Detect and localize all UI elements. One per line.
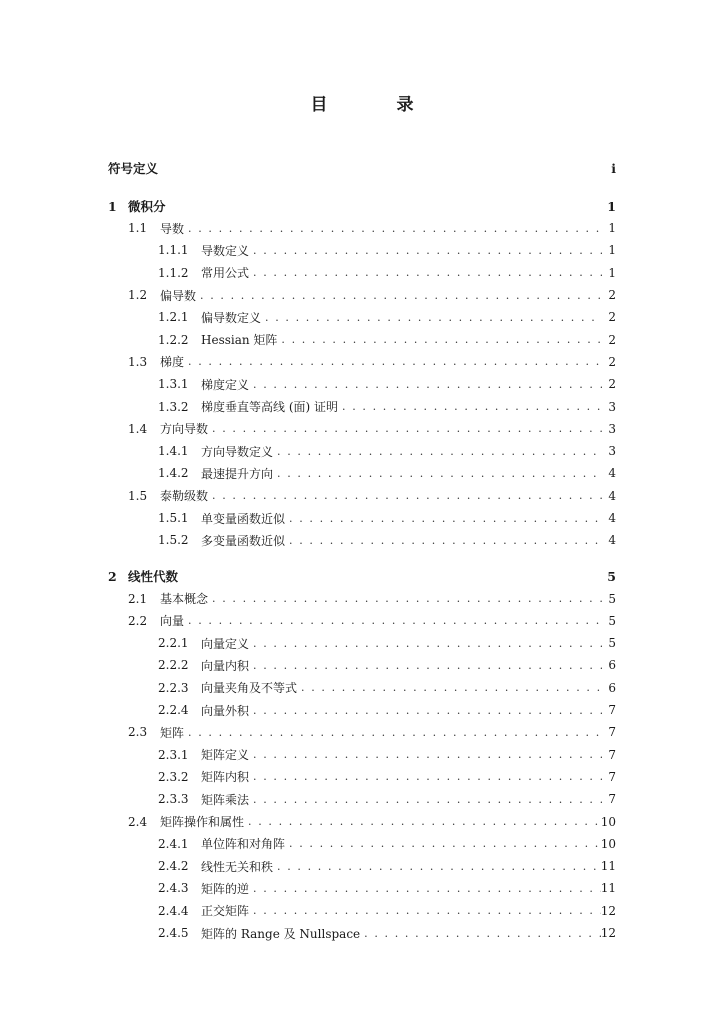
toc-entry-number: 2.3.1 <box>158 747 189 762</box>
toc-entry-label: 梯度垂直等高线 (面) 证明 <box>201 400 338 415</box>
toc-entry-page: 10 <box>600 814 616 829</box>
toc-entry-page: 3 <box>608 399 616 414</box>
toc-dot-leader <box>253 748 602 761</box>
toc-subsection[interactable] <box>108 833 616 855</box>
toc-entry-number: 1.4.2 <box>158 466 189 481</box>
toc-entry-label: 多变量函数近似 <box>201 533 286 548</box>
toc-entry-page: 7 <box>608 792 616 807</box>
toc-dot-leader <box>253 770 602 783</box>
toc-entry-label: 矩阵操作和属性 <box>160 815 245 830</box>
toc-entry-label: 矩阵内积 <box>201 770 250 785</box>
toc-entry-page: 6 <box>608 658 616 673</box>
toc-section[interactable] <box>108 810 616 832</box>
toc-entry-label: 最速提升方向 <box>201 466 274 481</box>
toc-dot-leader <box>188 355 602 368</box>
toc-front-matter[interactable] <box>108 157 616 179</box>
toc-entry-label: 矩阵的逆 <box>201 881 250 896</box>
toc-dot-leader <box>253 244 602 257</box>
toc-section[interactable] <box>108 351 616 373</box>
toc-front-page: i <box>611 160 616 176</box>
toc-entry-number: 2.4 <box>128 814 148 829</box>
toc-section[interactable] <box>108 610 616 632</box>
toc-entry-number: 1.4 <box>128 421 148 436</box>
toc-subsection[interactable] <box>108 462 616 484</box>
toc-subsection[interactable] <box>108 373 616 395</box>
toc-subsection[interactable] <box>108 440 616 462</box>
toc-dot-leader <box>277 860 601 873</box>
toc-entry-label: 向量夹角及不等式 <box>201 681 298 696</box>
toc-entry-page: 5 <box>608 591 616 606</box>
toc-dot-leader <box>212 422 602 435</box>
toc-subsection[interactable] <box>108 744 616 766</box>
toc-entry-label: 梯度定义 <box>201 377 250 392</box>
toc-entry-page: 3 <box>608 421 616 436</box>
toc-dot-leader <box>289 512 602 525</box>
toc-section[interactable] <box>108 721 616 743</box>
toc-front-label: 符号定义 <box>108 161 159 176</box>
toc-dot-leader <box>253 704 602 717</box>
toc-entry-page: 2 <box>608 354 616 369</box>
toc-subsection[interactable] <box>108 395 616 417</box>
toc-entry-number: 2.2.3 <box>158 680 189 695</box>
toc-dot-leader <box>253 266 602 279</box>
toc-entry-label: 向量定义 <box>201 636 250 651</box>
toc-entry-page: 5 <box>608 636 616 651</box>
toc-entry-page: 7 <box>608 769 616 784</box>
toc-dot-leader <box>188 726 602 739</box>
toc-entry-label: 单位阵和对角阵 <box>201 837 286 852</box>
toc-chapter-page: 1 <box>607 198 616 214</box>
toc-entry-number: 1.5.1 <box>158 511 189 525</box>
toc-chapter-label: 微积分 <box>128 199 166 214</box>
toc-subsection[interactable] <box>108 328 616 350</box>
toc-entry-number: 1.5.2 <box>158 533 189 548</box>
toc-subsection[interactable] <box>108 699 616 721</box>
toc-subsection[interactable] <box>108 855 616 877</box>
toc-dot-leader <box>248 815 601 828</box>
toc-entry-number: 2.2 <box>128 613 148 628</box>
toc-entry-label: 向量 <box>160 614 185 629</box>
toc-entry-label: 梯度 <box>160 355 185 370</box>
toc-entry-page: 11 <box>600 881 616 896</box>
toc-section[interactable] <box>108 284 616 306</box>
toc-entry-number: 1.2.1 <box>158 310 189 325</box>
toc-dot-leader <box>289 837 601 850</box>
toc-dot-leader <box>188 222 602 235</box>
toc-entry-label: 基本概念 <box>160 592 209 607</box>
toc-entry-number: 2.3.3 <box>158 792 189 807</box>
toc-entry-number: 1.1.1 <box>158 243 189 258</box>
toc-subsection[interactable] <box>108 262 616 284</box>
toc-entry-label: 偏导数 <box>160 288 197 303</box>
toc-dot-leader <box>281 333 602 346</box>
toc-dot-leader <box>289 534 602 547</box>
toc-subsection[interactable] <box>108 922 616 944</box>
toc-entry-page: 5 <box>608 613 616 628</box>
toc-entry-page: 2 <box>608 332 616 347</box>
toc-chapter-number: 1 <box>108 198 117 214</box>
toc-entry-number: 1.5 <box>128 488 148 503</box>
toc-dot-leader <box>253 378 602 391</box>
toc-entry-page: 2 <box>608 310 616 325</box>
toc-entry-page: 12 <box>600 926 616 941</box>
toc-chapter-label: 线性代数 <box>128 569 179 585</box>
toc-chapter-page: 5 <box>607 568 616 584</box>
toc-entry-label: 导数 <box>160 221 185 236</box>
toc-dot-leader <box>364 927 601 940</box>
toc-entry-label: 线性无关和秩 <box>201 859 274 874</box>
toc-section[interactable] <box>108 485 616 507</box>
toc-subsection[interactable] <box>108 766 616 788</box>
toc-dot-leader <box>277 467 602 480</box>
table-of-contents <box>108 157 616 944</box>
toc-entry-label: 矩阵定义 <box>201 748 250 763</box>
toc-entry-page: 6 <box>608 680 616 695</box>
toc-entry-page: 3 <box>608 444 616 459</box>
toc-entry-number: 1.3.1 <box>158 377 189 392</box>
page-title: 目 录 <box>310 95 440 115</box>
toc-subsection[interactable] <box>108 632 616 654</box>
toc-dot-leader <box>212 489 602 502</box>
toc-entry-page: 11 <box>600 859 616 874</box>
toc-entry-number: 1.1.2 <box>158 265 189 280</box>
toc-entry-label: 偏导数定义 <box>201 310 262 325</box>
toc-subsection[interactable] <box>108 788 616 810</box>
toc-entry-page: 1 <box>608 221 616 236</box>
toc-entry-label: 常用公式 <box>201 266 250 281</box>
toc-entry-page: 4 <box>608 466 616 481</box>
toc-dot-leader <box>265 311 602 324</box>
toc-entry-number: 2.4.3 <box>158 881 189 896</box>
toc-subsection[interactable] <box>108 654 616 676</box>
toc-dot-leader <box>253 637 602 650</box>
toc-entry-number: 2.2.2 <box>158 658 189 673</box>
toc-subsection[interactable] <box>108 239 616 261</box>
toc-dot-leader <box>342 400 602 413</box>
toc-entry-number: 1.3.2 <box>158 399 189 414</box>
toc-dot-leader <box>301 681 602 694</box>
toc-entry-label: 泰勒级数 <box>160 489 209 504</box>
toc-entry-label: 正交矩阵 <box>201 904 250 919</box>
toc-section[interactable] <box>108 217 616 239</box>
toc-dot-leader <box>200 289 602 302</box>
toc-entry-label: 向量内积 <box>201 658 250 673</box>
toc-dot-leader <box>253 904 601 917</box>
toc-entry-number: 2.3.2 <box>158 769 189 784</box>
toc-entry-number: 2.4.2 <box>158 859 189 874</box>
toc-entry-number: 1.2.2 <box>158 332 189 347</box>
toc-entry-number: 1.2 <box>128 288 148 303</box>
toc-subsection[interactable] <box>108 529 616 551</box>
toc-dot-leader <box>253 882 601 895</box>
toc-entry-page: 1 <box>608 265 616 280</box>
toc-dot-leader <box>253 659 602 672</box>
toc-entry-page: 7 <box>608 725 616 740</box>
toc-entry-number: 2.4.5 <box>158 926 189 941</box>
toc-dot-leader <box>212 592 602 605</box>
toc-entry-page: 10 <box>600 836 616 851</box>
toc-entry-label: 方向导数定义 <box>201 444 274 459</box>
toc-dot-leader <box>188 614 602 627</box>
toc-subsection[interactable] <box>108 677 616 699</box>
toc-entry-number: 2.4.1 <box>158 836 189 851</box>
toc-dot-leader <box>277 445 602 458</box>
toc-entry-label: 单变量函数近似 <box>201 511 286 526</box>
toc-entry-number: 2.4.4 <box>158 903 189 918</box>
toc-entry-page: 2 <box>608 377 616 392</box>
toc-entry-number: 1.3 <box>128 354 148 369</box>
toc-entry-page: 2 <box>608 288 616 303</box>
toc-dot-leader <box>253 793 602 806</box>
toc-section[interactable] <box>108 587 616 609</box>
toc-entry-number: 1.4.1 <box>158 444 189 459</box>
toc-subsection[interactable] <box>108 306 616 328</box>
toc-entry-number: 2.1 <box>128 591 148 606</box>
toc-entry-label: 矩阵 <box>160 725 185 740</box>
toc-entry-label: 向量外积 <box>201 703 250 718</box>
toc-chapter[interactable] <box>108 195 616 217</box>
toc-entry-label: 矩阵的 Range 及 Nullspace <box>201 926 361 941</box>
toc-entry-page: 1 <box>608 243 616 258</box>
toc-entry-page: 7 <box>608 747 616 762</box>
toc-entry-label: 导数定义 <box>201 243 250 258</box>
toc-entry-page: 4 <box>608 488 616 503</box>
toc-chapter[interactable] <box>108 565 616 587</box>
toc-entry-page: 7 <box>608 703 616 718</box>
toc-entry-number: 2.3 <box>128 725 148 740</box>
toc-subsection[interactable] <box>108 877 616 899</box>
toc-entry-page: 12 <box>600 903 616 918</box>
toc-entry-page: 4 <box>608 533 616 548</box>
toc-entry-number: 2.2.4 <box>158 703 189 718</box>
toc-entry-label: Hessian 矩阵 <box>201 333 278 348</box>
toc-entry-number: 1.1 <box>128 221 148 236</box>
toc-entry-label: 方向导数 <box>160 422 209 437</box>
toc-entry-page: 4 <box>608 511 616 525</box>
toc-entry-label: 矩阵乘法 <box>201 792 250 807</box>
toc-chapter-number: 2 <box>108 568 117 584</box>
toc-subsection[interactable] <box>108 507 616 529</box>
toc-subsection[interactable] <box>108 900 616 922</box>
toc-entry-number: 2.2.1 <box>158 636 189 651</box>
toc-section[interactable] <box>108 418 616 440</box>
